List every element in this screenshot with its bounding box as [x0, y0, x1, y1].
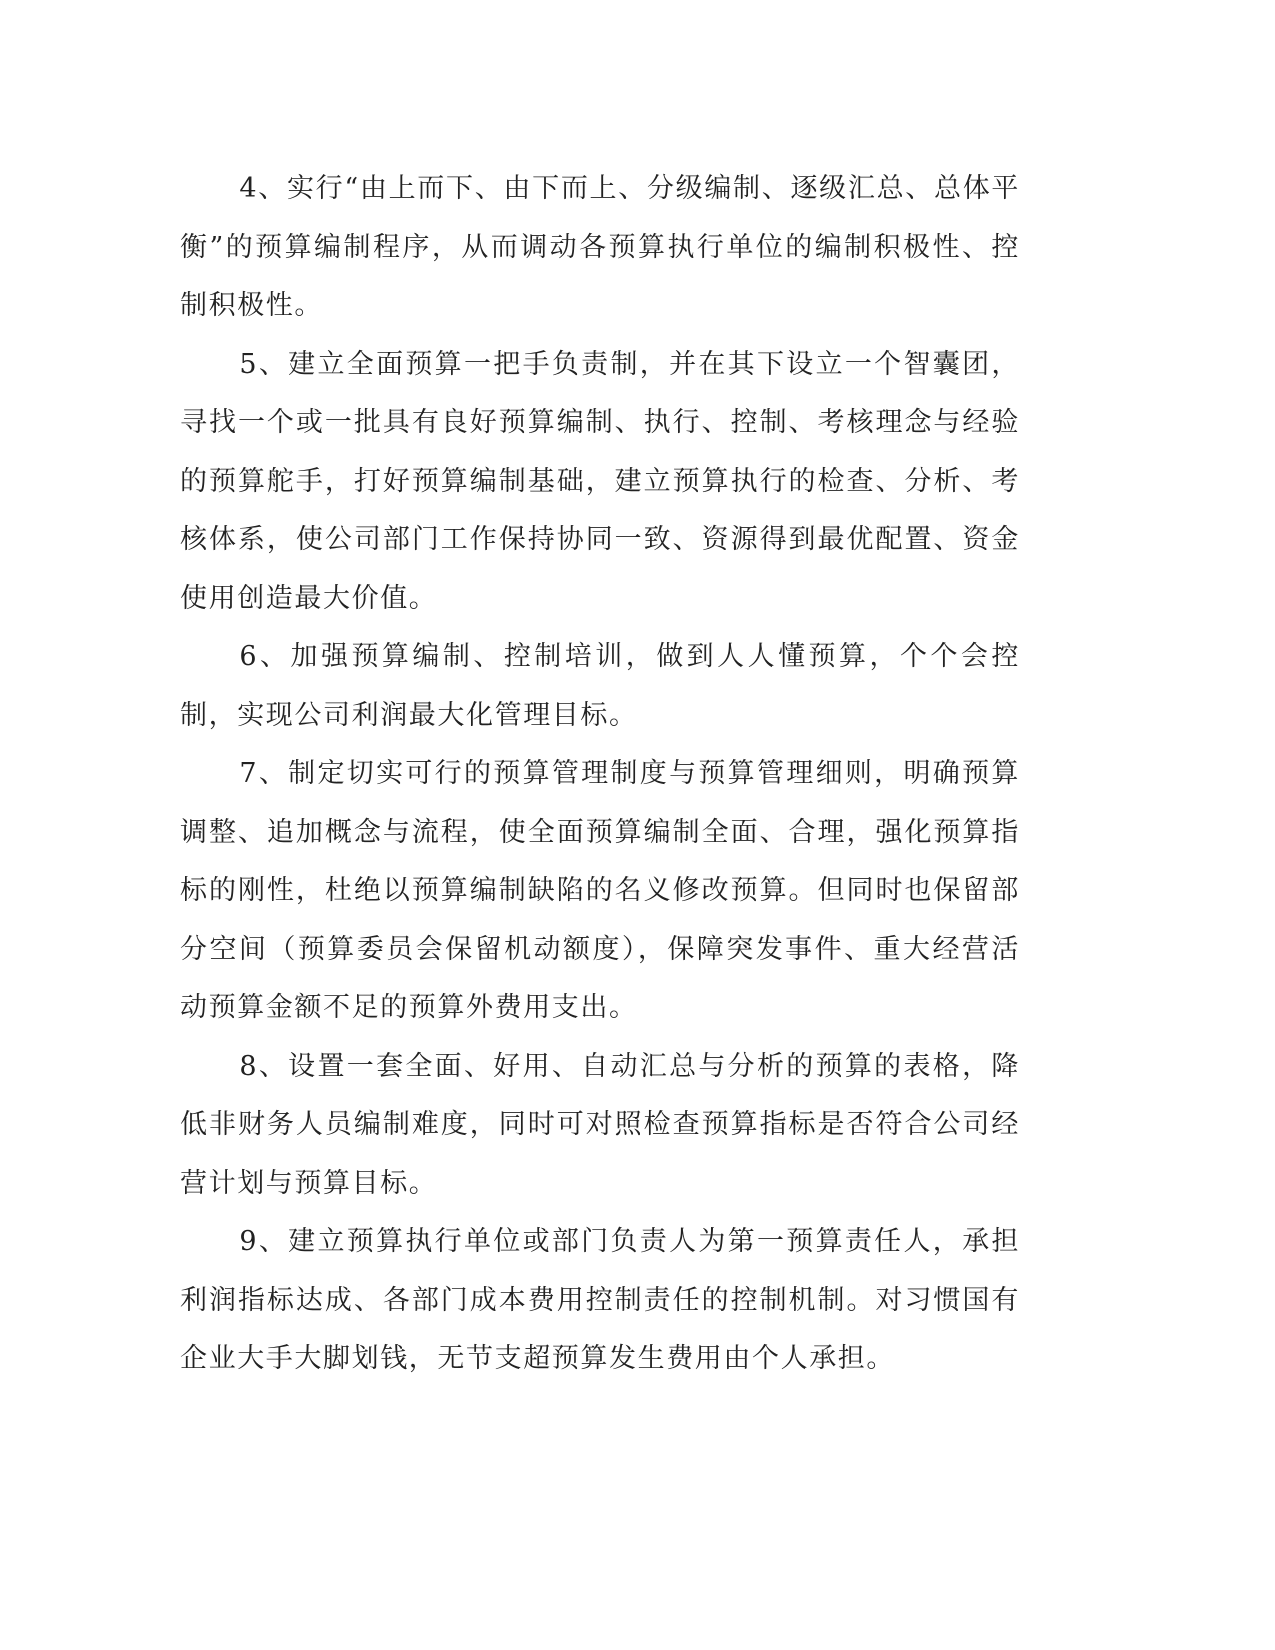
document-page — [180, 160, 1020, 1389]
paragraph-item-8: 8、设置一套全面、好用、自动汇总与分析的预算的表格，降低非财务人员编制难度，同时可对照检查预算指标是否符合公司经营计划与预算目标。 — [180, 1050, 1020, 1199]
paragraph-item-4: 4、实行“由上而下、由下而上、分级编制、逐级汇总、总体平衡”的预算编制程序，从而调动各预算执行单位的编制积极性、控制积极性。 — [180, 173, 1020, 321]
paragraph-item-5: 5、建立全面预算一把手负责制，并在其下设立一个智囊团，寻找一个或一批具有良好预算编制、执行、控制、考核理念与经验的预算舵手，打好预算编制基础，建立预算执行的检查、分析、考核体系，使公司部门工作保持协同一致、资源得到最优配置、资金使用创造最大价值。 — [180, 348, 1020, 614]
paragraph-item-7: 7、制定切实可行的预算管理制度与预算管理细则，明确预算调整、追加概念与流程，使全面预算编制全面、合理，强化预算指标的刚性，杜绝以预算编制缺陷的名义修改预算。但同时也保留部分空间（预算委员会保留机动额度），保障突发事件、重大经营活动预算金额不足的预算外费用支出。 — [180, 758, 1020, 1023]
paragraph-item-9: 9、建立预算执行单位或部门负责人为第一预算责任人，承担利润指标达成、各部门成本费用控制责任的控制机制。对习惯国有企业大手大脚划钱，无节支超预算发生费用由个人承担。 — [180, 1226, 1020, 1374]
paragraph-item-6: 6、加强预算编制、控制培训，做到人人懂预算，个个会控制，实现公司利润最大化管理目标。 — [180, 641, 1020, 731]
